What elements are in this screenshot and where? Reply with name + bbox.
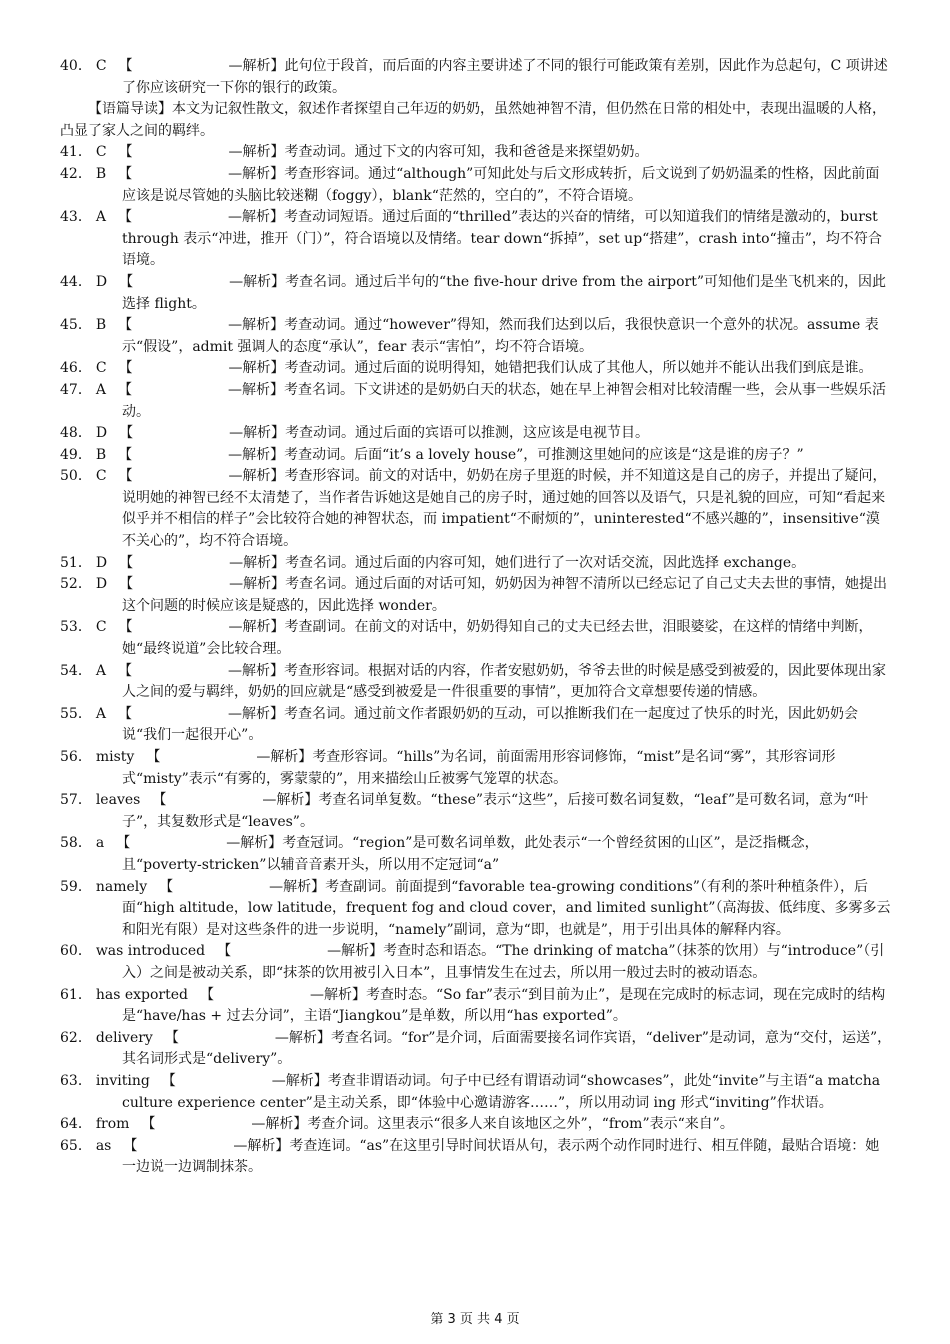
- answer-value: A: [95, 381, 106, 398]
- analysis-tag: —解析】: [228, 317, 285, 334]
- answer-entry: [60, 553, 892, 575]
- answer-entry: [60, 380, 892, 423]
- answer-entry: [60, 1114, 892, 1136]
- question-number: 63．: [60, 1072, 92, 1089]
- bracket-open: 【: [118, 58, 133, 74]
- answer-value: D: [95, 576, 108, 593]
- analysis-tag: —解析】: [228, 144, 285, 161]
- bracket-open: 【: [146, 749, 161, 765]
- answer-entry: [60, 358, 892, 380]
- answer-value: A: [95, 662, 106, 679]
- question-number: 60．: [60, 943, 92, 960]
- answer-entry: [60, 617, 892, 660]
- answer-value: C: [95, 619, 107, 636]
- analysis-tag: —解析】: [227, 209, 284, 226]
- answer-value: C: [95, 144, 107, 161]
- question-number: 55．: [60, 705, 92, 722]
- answer-value: C: [95, 58, 107, 74]
- question-number: 50．: [60, 468, 92, 485]
- analysis-tag: —解析】: [233, 1137, 290, 1154]
- answer-entry: [60, 661, 892, 704]
- question-number: 41．: [60, 144, 92, 161]
- bracket-open: 【: [118, 468, 133, 485]
- bracket-open: 【: [152, 792, 167, 809]
- guide-text: 本文为记叙性散文，叙述作者探望自己年迈的奶奶，虽然她神智不清，但仍然在日常的相处中，表现出温暖的人格，凸显了家人之间的羁绊。: [60, 101, 886, 139]
- analysis-text: 考查形容词。前文的对话中，奶奶在房子里逛的时候，并不知道这是自己的房子，并提出了疑问，说明她的神智已经不太清楚了，当作者告诉她这是她自己的房子时，通过她的回答以及语气，只是礼貌的回应，可知“看起来似乎并不相信的样子”会比较符合她的神智状态，而 impatient“不耐烦的”，uninterested“不感兴趣的”，insensitive“漠不关心的”，均不符合语境。: [122, 468, 887, 550]
- bracket-open: 【: [123, 1137, 138, 1154]
- answer-entry: [60, 790, 892, 833]
- question-number: 65．: [60, 1137, 92, 1154]
- answer-value: namely: [95, 878, 148, 895]
- bracket-open: 【: [117, 209, 132, 226]
- analysis-tag: —解析】: [229, 576, 286, 593]
- bracket-open: 【: [199, 986, 214, 1003]
- bracket-open: 【: [141, 1116, 156, 1133]
- bracket-open: 【: [118, 144, 133, 161]
- analysis-text: 考查介词。这里表示“很多人来自该地区之外”，“from”表示“来自”。: [307, 1116, 734, 1133]
- question-number: 43．: [60, 209, 92, 226]
- analysis-tag: —解析】: [228, 446, 285, 463]
- question-number: 54．: [60, 662, 92, 679]
- analysis-tag: —解析】: [327, 943, 384, 960]
- answer-value: misty: [95, 749, 135, 765]
- analysis-text: 考查动词短语。通过后面的“thrilled”表达的兴奋的情绪，可以知道我们的情绪是激动的，burst through 表示“冲进，推开（门）”，符合语境以及情绪。tear down“拆掉”，set up“搭建”，crash into“撞击”，均不符合语境。: [122, 209, 882, 269]
- question-number: 53．: [60, 619, 92, 636]
- analysis-tag: —解析】: [228, 619, 285, 636]
- bracket-open: 【: [117, 662, 132, 679]
- question-number: 64．: [60, 1116, 92, 1133]
- answer-entry: [60, 56, 892, 99]
- analysis-text: 考查时态和语态。“The drinking of matcha”（抹茶的饮用）与“introduce”（引入）之间是被动关系，即“抹茶的饮用被引入日本”，且事情发生在过去，所以用一般过去时的被动语态。: [122, 943, 885, 981]
- answer-entry: [60, 1136, 892, 1179]
- analysis-tag: —解析】: [262, 792, 319, 809]
- analysis-text: 考查动词。通过后面的宾语可以推测，这应该是电视节目。: [285, 425, 650, 442]
- answer-value: A: [95, 209, 106, 226]
- answer-entry: [60, 1028, 892, 1071]
- analysis-text: 考查形容词。根据对话的内容，作者安慰奶奶，爷爷去世的时候是感受到被爱的，因此要体现出家人之间的爱与羁绊，奶奶的回应就是“感受到被爱是一件很重要的事情”，更加符合文章想要传递的情感。: [122, 662, 886, 701]
- analysis-tag: —解析】: [228, 58, 285, 74]
- analysis-text: 考查名词。通过后面的内容可知，她们进行了一次对话交流，因此选择 exchange。: [285, 554, 806, 571]
- question-number: 44．: [60, 273, 92, 290]
- analysis-tag: —解析】: [256, 749, 313, 765]
- analysis-text: 考查名词。通过前文作者跟奶奶的互动，可以推断我们在一起度过了快乐的时光，因此奶奶会说“我们一起很开心”。: [122, 705, 858, 744]
- analysis-text: 考查连词。“as”在这里引导时间状语从句，表示两个动作同时进行、相互伴随，最贴合语境：她一边说一边调制抹茶。: [122, 1137, 880, 1176]
- answer-entry: [60, 941, 892, 984]
- question-number: 56．: [60, 749, 92, 765]
- answer-value: C: [95, 468, 107, 485]
- analysis-tag: —解析】: [228, 468, 285, 485]
- entries-before-guide: [60, 56, 892, 99]
- answer-entry: [60, 704, 892, 747]
- analysis-text: 考查非谓语动词。句子中已经有谓语动词“showcases”，此处“invite”与主语“a matcha culture experience center”是主动关系，即“体验中心邀请游客……”，所以用动词 ing 形式“inviting”作状语。: [122, 1072, 881, 1111]
- answer-value: leaves: [95, 792, 141, 809]
- page-footer: 第 3 页 共 4 页: [430, 1312, 520, 1327]
- question-number: 62．: [60, 1029, 92, 1046]
- bracket-open: 【: [117, 705, 132, 722]
- question-number: 42．: [60, 165, 92, 182]
- analysis-text: 考查动词。通过下文的内容可知，我和爸爸是来探望奶奶。: [284, 144, 649, 161]
- question-number: 47．: [60, 381, 92, 398]
- question-number: 59．: [60, 878, 92, 895]
- answer-entry: [60, 272, 892, 315]
- analysis-text: 考查动词。后面“it’s a lovely house”，可推测这里她问的应该是“这是谁的房子？”: [284, 446, 804, 463]
- answer-value: has exported: [95, 986, 188, 1003]
- analysis-text: 考查形容词。“hills”为名词，前面需用形容词修饰，“mist”是名词“雾”，其形容词形式“misty”表示“有雾的，雾蒙蒙的”，用来描绘山丘被雾气笼罩的状态。: [122, 749, 836, 787]
- analysis-text: 考查动词。通过后面的说明得知，她错把我们认成了其他人，所以她并不能认出我们到底是谁。: [284, 360, 873, 377]
- analysis-text: 考查名词单复数。“these”表示“这些”，后接可数名词复数，“leaf”是可数名词，意为“叶子”，其复数形式是“leaves”。: [122, 792, 869, 830]
- question-number: 51．: [60, 554, 92, 571]
- answer-entry: [60, 142, 892, 164]
- answer-value: delivery: [95, 1029, 153, 1046]
- bracket-open: 【: [119, 273, 134, 290]
- answer-entry: [60, 466, 892, 552]
- answer-entry: [60, 423, 892, 445]
- analysis-tag: —解析】: [309, 986, 366, 1003]
- question-number: 58．: [60, 835, 92, 852]
- bracket-open: 【: [164, 1029, 179, 1046]
- bracket-open: 【: [118, 619, 133, 636]
- analysis-tag: —解析】: [228, 360, 285, 377]
- bracket-open: 【: [118, 360, 133, 377]
- analysis-text: 考查冠词。“region”是可数名词单数，此处表示“一个曾经贫困的山区”，是泛指概念，且“poverty-stricken”以辅音音素开头，所以用不定冠词“a”: [122, 835, 819, 873]
- answer-value: D: [95, 554, 108, 571]
- entries-list: [60, 142, 892, 1179]
- analysis-text: 考查名词。“for”是介词，后面需要接名词作宾语，“deliver”是动词，意为“交付，运送”，其名词形式是“delivery”。: [122, 1029, 892, 1068]
- analysis-text: 考查名词。通过后半句的“the five-hour drive from the airport”可知他们是坐飞机来的，因此选择 flight。: [122, 273, 887, 312]
- answer-entry: [60, 207, 892, 272]
- answer-entry: [60, 1071, 892, 1114]
- analysis-tag: —解析】: [229, 425, 286, 442]
- bracket-open: 【: [119, 554, 134, 571]
- answer-value: as: [95, 1137, 112, 1154]
- bracket-open: 【: [118, 446, 133, 463]
- guide-label: 【语篇导读】: [88, 101, 172, 118]
- question-number: 57．: [60, 792, 92, 809]
- question-number: 45．: [60, 317, 92, 334]
- answer-value: a: [95, 835, 105, 852]
- answer-document: [60, 56, 892, 1179]
- answer-entry: [60, 164, 892, 207]
- question-number: 40．: [60, 58, 92, 74]
- answer-entry: [60, 747, 892, 790]
- analysis-tag: —解析】: [227, 705, 284, 722]
- analysis-tag: —解析】: [228, 165, 285, 182]
- analysis-text: 考查名词。下文讲述的是奶奶白天的状态，她在早上神智会相对比较清醒一些，会从事一些娱乐活动。: [122, 381, 886, 420]
- bracket-open: 【: [159, 878, 174, 895]
- bracket-open: 【: [119, 425, 134, 442]
- analysis-text: 考查时态。“So far”表示“到目前为止”，是现在完成时的标志词，现在完成时的结构是“have/has + 过去分词”，主语“Jiangkou”是单数，所以用“has exported”。: [122, 986, 886, 1025]
- answer-value: inviting: [95, 1072, 150, 1089]
- bracket-open: 【: [116, 835, 131, 852]
- answer-value: B: [95, 317, 107, 334]
- analysis-tag: —解析】: [274, 1029, 331, 1046]
- answer-value: B: [95, 446, 107, 463]
- analysis-text: 考查名词。通过后面的对话可知，奶奶因为神智不清所以已经忘记了自己丈夫去世的事情，她提出这个问题的时候应该是疑惑的，因此选择 wonder。: [122, 576, 888, 614]
- bracket-open: 【: [118, 165, 133, 182]
- bracket-open: 【: [118, 317, 133, 334]
- answer-value: D: [95, 273, 108, 290]
- analysis-text: 考查形容词。通过“although”可知此处与后文形成转折，后文说到了奶奶温柔的性格，因此前面应该是说尽管她的头脑比较迷糊（foggy），blank“茫然的，空白的”，不符合语境。: [122, 165, 880, 204]
- analysis-text: 考查动词。通过“however”得知，然而我们达到以后，我很快意识一个意外的状况。assume 表示“假设”，admit 强调人的态度“承认”，fear 表示“害怕”，均不符合语境。: [122, 317, 879, 355]
- analysis-tag: —解析】: [226, 835, 283, 852]
- analysis-tag: —解析】: [251, 1116, 308, 1133]
- answer-entry: [60, 833, 892, 876]
- bracket-open: 【: [161, 1072, 176, 1089]
- analysis-tag: —解析】: [269, 878, 326, 895]
- bracket-open: 【: [119, 576, 134, 593]
- answer-value: C: [95, 360, 107, 377]
- analysis-text: 此句位于段首，而后面的内容主要讲述了不同的银行可能政策有差别，因此作为总起句，C 项讲述了你应该研究一下你的银行的政策。: [122, 58, 888, 96]
- answer-entry: [60, 985, 892, 1028]
- question-number: 49．: [60, 446, 92, 463]
- answer-value: D: [95, 425, 108, 442]
- question-number: 48．: [60, 425, 92, 442]
- answer-value: was introduced: [95, 943, 206, 960]
- question-number: 52．: [60, 576, 92, 593]
- answer-value: from: [95, 1116, 130, 1133]
- bracket-open: 【: [117, 381, 132, 398]
- question-number: 46．: [60, 360, 92, 377]
- analysis-tag: —解析】: [229, 273, 286, 290]
- answer-value: B: [95, 165, 107, 182]
- bracket-open: 【: [217, 943, 232, 960]
- analysis-tag: —解析】: [271, 1072, 328, 1089]
- passage-guide: [60, 99, 892, 142]
- answer-entry: [60, 315, 892, 358]
- answer-entry: [60, 877, 892, 942]
- question-number: 61．: [60, 986, 92, 1003]
- answer-entry: [60, 574, 892, 617]
- analysis-text: 考查副词。前面提到“favorable tea-growing conditions”（有利的茶叶种植条件），后面“high altitude，low latitude，frequent fog and cloud cover，and limited sunlight”（高海拔、低纬度、多雾多云和阳光有限）是对这些条件的进一步说明，“namely”副词，意为“即，也就是”，用于引出具体的解释内容。: [122, 878, 891, 938]
- analysis-tag: —解析】: [227, 381, 284, 398]
- answer-entry: [60, 445, 892, 467]
- analysis-tag: —解析】: [229, 554, 286, 571]
- analysis-text: 考查副词。在前文的对话中，奶奶得知自己的丈夫已经去世，泪眼婆娑，在这样的情绪中判断，她“最终说道”会比较合理。: [122, 619, 873, 658]
- answer-value: A: [95, 705, 106, 722]
- analysis-tag: —解析】: [227, 662, 284, 679]
